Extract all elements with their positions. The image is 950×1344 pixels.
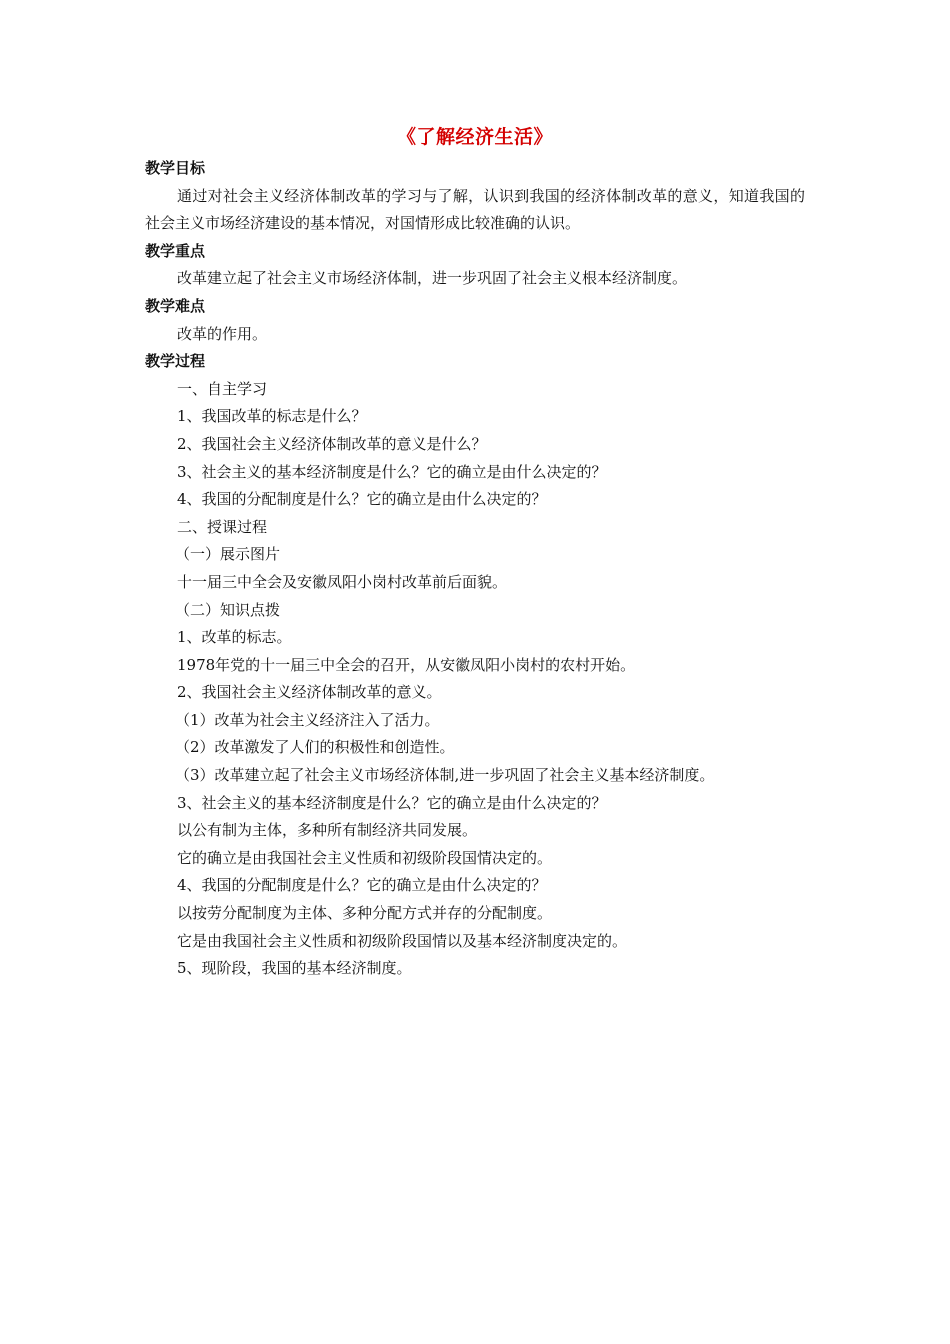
section-heading-difficulty: 教学难点: [145, 296, 206, 315]
process-line: 它是由我国社会主义性质和初级阶段国情以及基本经济制度决定的。: [177, 931, 628, 950]
process-line: 2、我国社会主义经济体制改革的意义是什么？: [177, 434, 487, 453]
document-body: [145, 155, 805, 983]
process-line: 一、自主学习: [177, 379, 268, 398]
process-line: 4、我国的分配制度是什么？它的确立是由什么决定的？: [177, 490, 547, 509]
process-line: 十一届三中全会及安徽凤阳小岗村改革前后面貌。: [177, 572, 508, 591]
document-title: 《了解经济生活》: [396, 126, 553, 148]
process-line: 5、现阶段，我国的基本经济制度。: [177, 959, 412, 978]
section-heading-key: 教学重点: [145, 241, 206, 260]
process-line: 以公有制为主体，多种所有制经济共同发展。: [177, 821, 478, 840]
process-line: 以按劳分配制度为主体、多种分配方式并存的分配制度。: [177, 904, 553, 923]
process-lines: [145, 376, 805, 983]
process-line: 3、社会主义的基本经济制度是什么？它的确立是由什么决定的？: [177, 462, 607, 481]
process-line: （二）知识点拨: [175, 600, 281, 619]
section-text-difficulty: 改革的作用。: [177, 324, 268, 343]
process-line: （1）改革为社会主义经济注入了活力。: [175, 710, 440, 729]
process-line: 二、授课过程: [177, 517, 268, 536]
process-line: 1978年党的十一届三中全会的召开，从安徽凤阳小岗村的农村开始。: [177, 655, 636, 674]
process-line: 3、社会主义的基本经济制度是什么？它的确立是由什么决定的？: [177, 793, 607, 812]
section-text-goal: 通过对社会主义经济体制改革的学习与了解，认识到我国的经济体制改革的意义，知道我国的社会主义市场经济建设的基本情况，对国情形成比较准确的认识。: [145, 186, 805, 233]
process-line: （一）展示图片: [175, 545, 281, 564]
section-heading-process: 教学过程: [145, 352, 206, 371]
process-line: （2）改革激发了人们的积极性和创造性。: [175, 738, 455, 757]
section-text-key: 改革建立起了社会主义市场经济体制，进一步巩固了社会主义根本经济制度。: [177, 269, 688, 288]
process-line: 4、我国的分配制度是什么？它的确立是由什么决定的？: [177, 876, 547, 895]
process-line: （3）改革建立起了社会主义市场经济体制,进一步巩固了社会主义基本经济制度。: [175, 766, 715, 785]
process-line: 2、我国社会主义经济体制改革的意义。: [177, 683, 442, 702]
process-line: 它的确立是由我国社会主义性质和初级阶段国情决定的。: [177, 848, 553, 867]
section-heading-goal: 教学目标: [145, 159, 206, 177]
process-line: 1、改革的标志。: [177, 628, 292, 647]
process-line: 1、我国改革的标志是什么？: [177, 407, 367, 426]
